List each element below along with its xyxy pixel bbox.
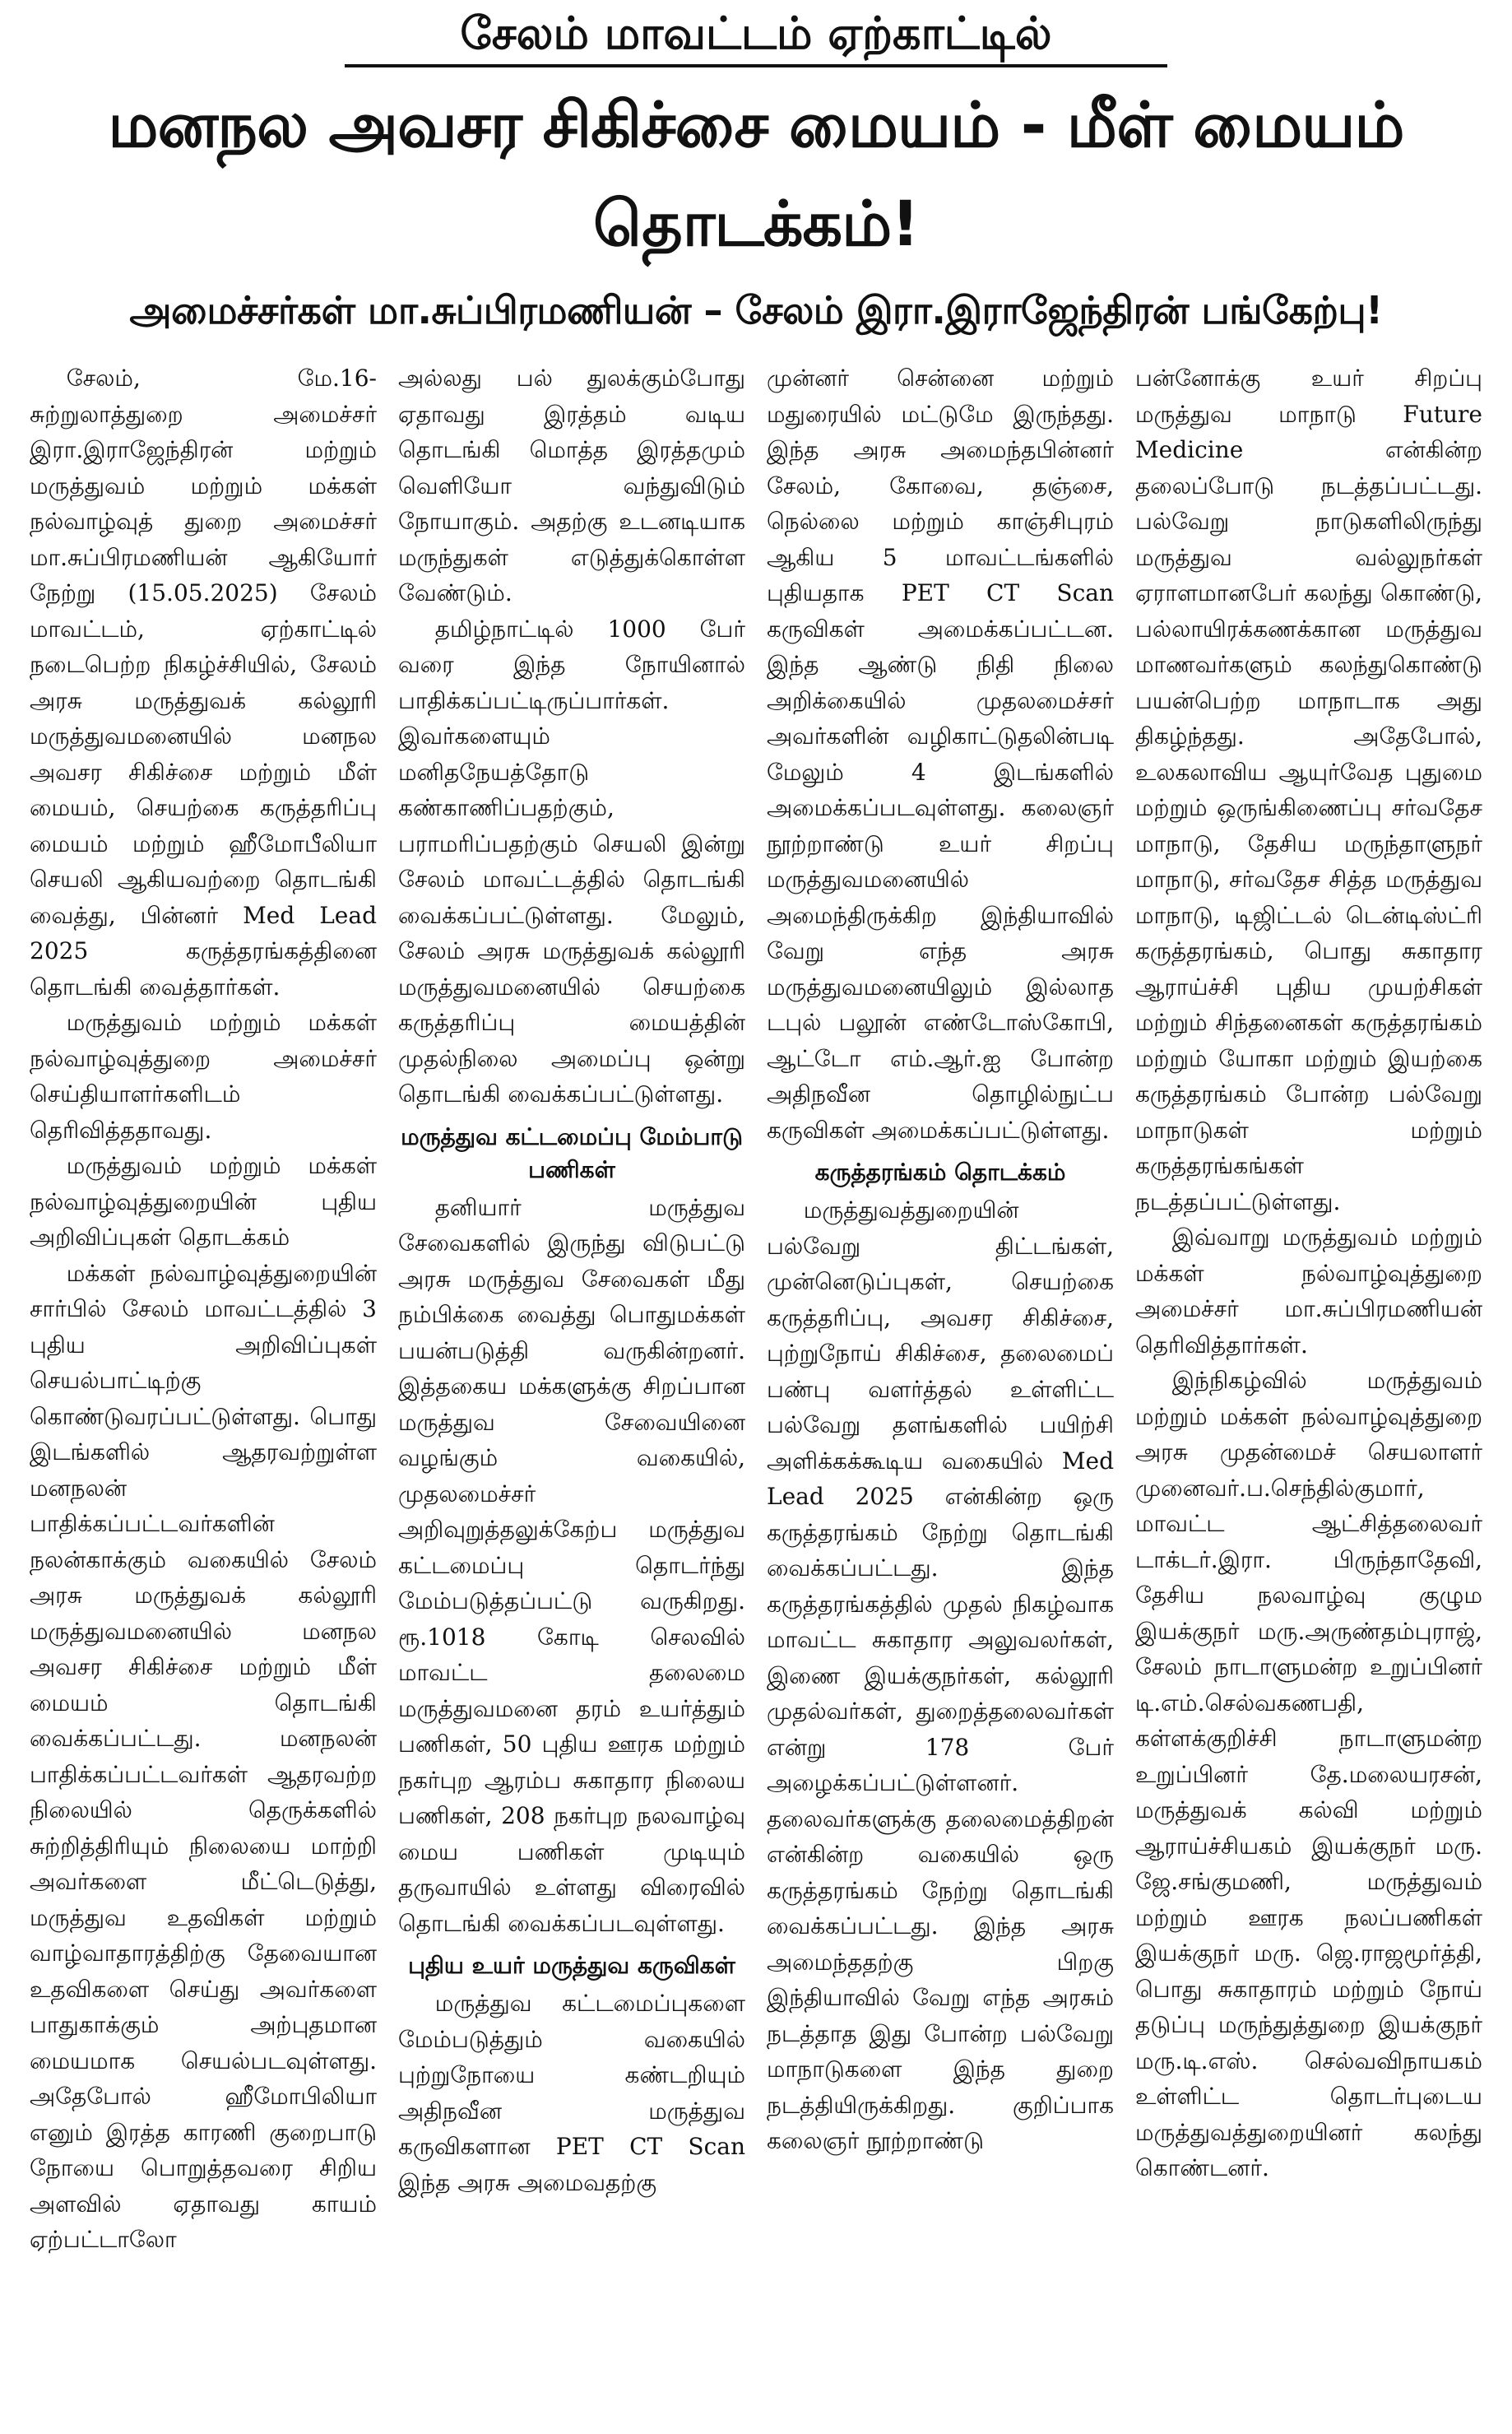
paragraph: சேலம், மே.16- சுற்றுலாத்துறை அமைச்சர் இரா.இராஜேந்திரன் மற்றும் மருத்துவம் மற்றும் மக்கள் நல்வாழ்வுத் துறை அமைச்சர் மா.சுப்பிரமணியன் ஆகியோர் நேற்று (15.05.2025) சேலம் மாவட்டம், ஏற்காட்டில் நடைபெற்ற நிகழ்ச்சியில், சேலம் அரசு மருத்துவக் கல்லூரி மருத்துவமனையில் மனநல அவசர சிகிச்சை மற்றும் மீள் மையம், செயற்கை கருத்தரிப்பு மையம் மற்றும் ஹீமோபீலியா செயலி ஆகியவற்றை தொடங்கி வைத்து, பின்னர் Med Lead 2025 கருத்தரங்கத்தினை தொடங்கி வைத்தார்கள். (30, 365, 377, 1001)
newspaper-page (0, 3, 1512, 2414)
paragraph: மருத்துவத்துறையின் பல்வேறு திட்டங்கள், முன்னெடுப்புகள், செயற்கை கருத்தரிப்பு, அவசர சிகிச்சை, புற்றுநோய் சிகிச்சை, தலைமைப் பண்பு வளர்த்தல் உள்ளிட்ட பல்வேறு தளங்களில் பயிற்சி அளிக்கக்கூடிய வகையில் Med Lead 2025 என்கின்ற ஒரு கருத்தரங்கம் நேற்று தொடங்கி வைக்கப்பட்டது. இந்த கருத்தரங்கத்தில் முதல் நிகழ்வாக மாவட்ட சுகாதார அலுவலர்கள், இணை இயக்குநர்கள், கல்லூரி முதல்வர்கள், துறைத்தலைவர்கள் என்று 178 பேர் அழைக்கப்பட்டுள்ளனர். தலைவர்களுக்கு தலைமைத்திறன் என்கின்ற வகையில் ஒரு கருத்தரங்கம் நேற்று தொடங்கி வைக்கப்பட்டது. இந்த அரசு அமைந்ததற்கு பிறகு இந்தியாவில் வேறு எந்த அரசும் நடத்தாத இது போன்ற பல்வேறு மாநாடுகளை இந்த துறை நடத்தியிருக்கிறது. குறிப்பாக கலைஞர் நூற்றாண்டு (767, 1196, 1114, 2154)
section-heading: மருத்துவ கட்டமைப்பு மேம்பாடு பணிகள் (401, 1122, 743, 1183)
main-headline: மனநல அவசர சிகிச்சை மையம் - மீள் மையம் தொடக்கம்! (108, 88, 1404, 260)
paragraph: அல்லது பல் துலக்கும்போது ஏதாவது இரத்தம் வடிய தொடங்கி மொத்த இரத்தமும் வெளியோ வந்துவிடும் நோயாகும். அதற்கு உடனடியாக மருந்துகள் எடுத்துக்கொள்ள வேண்டும். (398, 365, 745, 606)
paragraph: முன்னர் சென்னை மற்றும் மதுரையில் மட்டுமே இருந்தது. இந்த அரசு அமைந்தபின்னர் சேலம், கோவை, தஞ்சை, நெல்லை மற்றும் காஞ்சிபுரம் ஆகிய 5 மாவட்டங்களில் புதியதாக PET CT Scan கருவிகள் அமைக்கப்பட்டன. இந்த ஆண்டு நிதி நிலை அறிக்கையில் முதலமைச்சர் அவர்களின் வழிகாட்டுதலின்படி மேலும் 4 இடங்களில் அமைக்கப்படவுள்ளது. கலைஞர் நூற்றாண்டு உயர் சிறப்பு மருத்துவமனையில் அமைந்திருக்கிற இந்தியாவில் வேறு எந்த அரசு மருத்துவமனையிலும் இல்லாத டபுல் பலூன் எண்டோஸ்கோபி, ஆட்டோ எம்.ஆர்.ஐ போன்ற அதிநவீன தொழில்நுட்ப கருவிகள் அமைக்கப்பட்டுள்ளது. (767, 365, 1114, 1144)
paragraph: தமிழ்நாட்டில் 1000 பேர் வரை இந்த நோயினால் பாதிக்கப்பட்டிருப்பார்கள். இவர்களையும் மனிதநேயத்தோடு கண்காணிப்பதற்கும், பராமரிப்பதற்கும் செயலி இன்று சேலம் மாவட்டத்தில் தொடங்கி வைக்கப்பட்டுள்ளது. மேலும், சேலம் அரசு மருத்துவக் கல்லூரி மருத்துவமனையில் செயற்கை கருத்தரிப்பு மையத்தின் முதல்நிலை அமைப்பு ஒன்று தொடங்கி வைக்கப்பட்டுள்ளது. (398, 615, 745, 1108)
article-column-1 (30, 360, 377, 2434)
paragraph: இவ்வாறு மருத்துவம் மற்றும் மக்கள் நல்வாழ்வுத்துறை அமைச்சர் மா.சுப்பிரமணியன் தெரிவித்தார்கள். (1135, 1224, 1482, 1359)
article-column-3 (767, 360, 1114, 2434)
kicker-rule (345, 64, 1167, 67)
subheadline: அமைச்சர்கள் மா.சுப்பிரமணியன் – சேலம் இரா.இராஜேந்திரன் பங்கேற்பு! (129, 288, 1383, 332)
paragraph: தனியார் மருத்துவ சேவைகளில் இருந்து விடுபட்டு அரசு மருத்துவ சேவைகள் மீது நம்பிக்கை வைத்து பொதுமக்கள் பயன்படுத்தி வருகின்றனர். இத்தகைய மக்களுக்கு சிறப்பான மருத்துவ சேவையினை வழங்கும் வகையில், முதலமைச்சர் அறிவுறுத்தலுக்கேற்ப மருத்துவ கட்டமைப்பு தொடர்ந்து மேம்படுத்தப்பட்டு வருகிறது. ரூ.1018 கோடி செலவில் மாவட்ட தலைமை மருத்துவமனை தரம் உயர்த்தும் பணிகள், 50 புதிய ஊரக மற்றும் நகர்புற ஆரம்ப சுகாதார நிலைய பணிகள், 208 நகர்புற நலவாழ்வு மைய பணிகள் முடியும் தருவாயில் உள்ளது விரைவில் தொடங்கி வைக்கப்படவுள்ளது. (398, 1193, 745, 1937)
article-column-4 (1135, 360, 1482, 2434)
paragraph: மக்கள் நல்வாழ்வுத்துறையின் சார்பில் சேலம் மாவட்டத்தில் 3 புதிய அறிவிப்புகள் செயல்பாட்டிற்கு கொண்டுவரப்பட்டுள்ளது. பொது இடங்களில் ஆதரவற்றுள்ள மனநலன் பாதிக்கப்பட்டவர்களின் நலன்காக்கும் வகையில் சேலம் அரசு மருத்துவக் கல்லூரி மருத்துவமனையில் மனநல அவசர சிகிச்சை மற்றும் மீள் மையம் தொடங்கி வைக்கப்பட்டது. மனநலன் பாதிக்கப்பட்டவர்கள் ஆதரவற்ற நிலையில் தெருக்களில் சுற்றித்திரியும் நிலையை மாற்றி அவர்களை மீட்டெடுத்து, மருத்துவ உதவிகள் மற்றும் வாழ்வாதாரத்திற்கு தேவையான உதவிகளை செய்து அவர்களை பாதுகாக்கும் அற்புதமான மையமாக செயல்படவுள்ளது. அதேபோல் ஹீமோபிலியா எனும் இரத்த காரணி குறைபாடு நோயை பொறுத்தவரை சிறிய அளவில் ஏதாவது காயம் ஏற்பட்டாலோ (30, 1259, 377, 2253)
paragraph: மருத்துவம் மற்றும் மக்கள் நல்வாழ்வுத்துறையின் புதிய அறிவிப்புகள் தொடக்கம் (30, 1152, 377, 1251)
section-heading: கருத்தரங்கம் தொடக்கம் (814, 1159, 1066, 1186)
kicker-headline: சேலம் மாவட்டம் ஏற்காட்டில் (460, 7, 1052, 59)
article-columns (30, 360, 1482, 2434)
paragraph: இந்நிகழ்வில் மருத்துவம் மற்றும் மக்கள் நல்வாழ்வுத்துறை அரசு முதன்மைச் செயலாளர் முனைவர்.ப.செந்தில்குமார், மாவட்ட ஆட்சித்தலைவர் டாக்டர்.இரா. பிருந்தாதேவி, தேசிய நலவாழ்வு குழும இயக்குநர் மரு.அருண்தம்புராஜ், சேலம் நாடாளுமன்ற உறுப்பினர் டி.எம்.செல்வகணபதி, கள்ளக்குறிச்சி நாடாளுமன்ற உறுப்பினர் தே.மலையரசன், மருத்துவக் கல்வி மற்றும் ஆராய்ச்சியகம் இயக்குநர் மரு. ஜே.சங்குமணி, மருத்துவம் மற்றும் ஊரக நலப்பணிகள் இயக்குநர் மரு. ஜெ.ராஜமூர்த்தி, பொது சுகாதாரம் மற்றும் நோய் தடுப்பு மருந்துத்துறை இயக்குநர் மரு.டி.எஸ். செல்வவிநாயகம் உள்ளிட்ட தொடர்புடைய மருத்துவத்துறையினர் கலந்து கொண்டனர். (1135, 1367, 1482, 2181)
paragraph: பன்னோக்கு உயர் சிறப்பு மருத்துவ மாநாடு Future Medicine என்கின்ற தலைப்போடு நடத்தப்பட்டது. பல்வேறு நாடுகளிலிருந்து மருத்துவ வல்லுநர்கள் ஏராளமானபேர் கலந்து கொண்டு, பல்லாயிரக்கணக்கான மருத்துவ மாணவர்களும் கலந்துகொண்டு பயன்பெற்ற மாநாடாக அது திகழ்ந்தது. அதேபோல், உலகலாவிய ஆயுர்வேத புதுமை மற்றும் ஒருங்கிணைப்பு சர்வதேச மாநாடு, தேசிய மருந்தாளுநர் மாநாடு, சர்வதேச சித்த மருத்துவ மாநாடு, டிஜிட்டல் டென்டிஸ்ட்ரி கருத்தரங்கம், பொது சுகாதார ஆராய்ச்சி புதிய முயற்சிகள் மற்றும் சிந்தனைகள் கருத்தரங்கம் மற்றும் யோகா மற்றும் இயற்கை கருத்தரங்கம் போன்ற பல்வேறு மாநாடுகள் மற்றும் கருத்தரங்கங்கள் நடத்தப்பட்டுள்ளது. (1135, 365, 1482, 1215)
paragraph: மருத்துவ கட்டமைப்புகளை மேம்படுத்தும் வகையில் புற்றுநோயை கண்டறியும் அதிநவீன மருத்துவ கருவிகளான PET CT Scan இந்த அரசு அமைவதற்கு (398, 1990, 745, 2196)
paragraph: மருத்துவம் மற்றும் மக்கள் நல்வாழ்வுத்துறை அமைச்சர் செய்தியாளர்களிடம் தெரிவித்ததாவது. (30, 1009, 377, 1144)
article-column-2 (398, 360, 745, 2434)
section-heading: புதிய உயர் மருத்துவ கருவிகள் (408, 1952, 735, 1979)
